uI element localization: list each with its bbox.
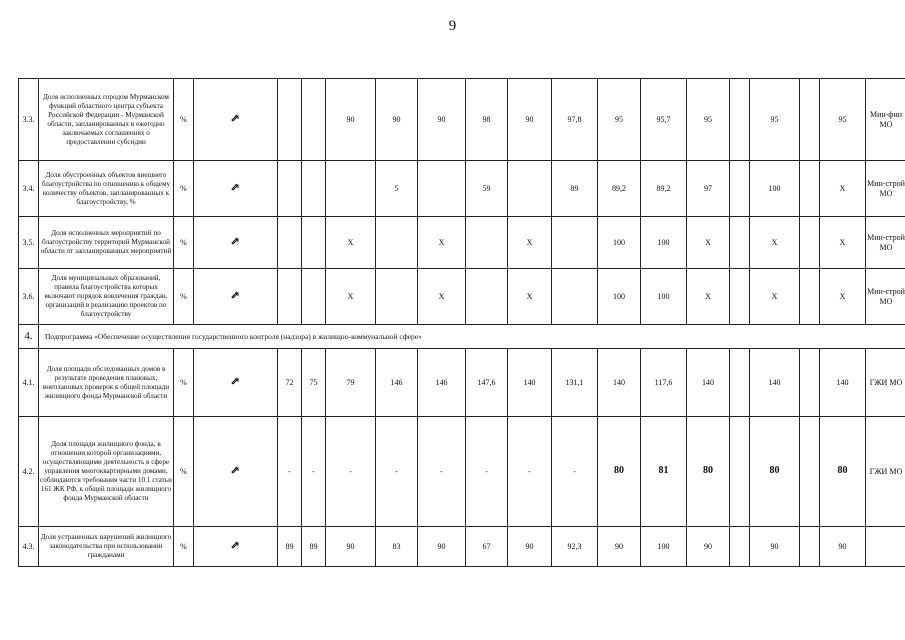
table-row bbox=[19, 269, 905, 325]
value-cell: 81 bbox=[641, 417, 687, 527]
value-cell: 92,3 bbox=[552, 527, 598, 567]
value-cell bbox=[326, 161, 376, 217]
value-cell bbox=[800, 417, 820, 527]
value-cell: 140 bbox=[598, 349, 641, 417]
trend-arrow-icon bbox=[194, 527, 278, 567]
row-number: 4. bbox=[19, 325, 39, 349]
value-cell: 89,2 bbox=[641, 161, 687, 217]
unit-cell: % bbox=[174, 161, 194, 217]
table-row bbox=[19, 161, 905, 217]
value-cell: - bbox=[418, 417, 466, 527]
value-cell: 147,6 bbox=[466, 349, 508, 417]
value-cell: 90 bbox=[508, 527, 552, 567]
value-cell: 89 bbox=[552, 161, 598, 217]
value-cell: 140 bbox=[687, 349, 730, 417]
unit-cell: % bbox=[174, 217, 194, 269]
responsible-cell: Мин-строй МО bbox=[866, 217, 905, 269]
value-cell: 90 bbox=[418, 79, 466, 161]
value-cell: Х bbox=[418, 269, 466, 325]
value-cell: 98 bbox=[466, 79, 508, 161]
row-number: 3.3. bbox=[19, 79, 39, 161]
indicator-description: Доля исполненных мероприятий по благоустройству территорий Мурманской области от запланированных мероприятий bbox=[39, 217, 174, 269]
value-cell bbox=[552, 269, 598, 325]
indicators-table bbox=[18, 78, 905, 567]
unit-cell: % bbox=[174, 417, 194, 527]
value-cell: 97,8 bbox=[552, 79, 598, 161]
value-cell: 100 bbox=[750, 161, 800, 217]
value-cell: 89 bbox=[278, 527, 302, 567]
value-cell bbox=[376, 217, 418, 269]
value-cell bbox=[302, 217, 326, 269]
value-cell bbox=[418, 161, 466, 217]
value-cell bbox=[466, 269, 508, 325]
value-cell: Х bbox=[750, 217, 800, 269]
trend-arrow-icon bbox=[194, 79, 278, 161]
value-cell bbox=[800, 349, 820, 417]
value-cell: 100 bbox=[598, 269, 641, 325]
unit-cell: % bbox=[174, 79, 194, 161]
unit-cell: % bbox=[174, 527, 194, 567]
value-cell: 80 bbox=[598, 417, 641, 527]
value-cell bbox=[730, 349, 750, 417]
value-cell: Х bbox=[820, 217, 866, 269]
value-cell: 90 bbox=[508, 79, 552, 161]
value-cell bbox=[508, 161, 552, 217]
trend-arrow-icon bbox=[194, 349, 278, 417]
value-cell: 90 bbox=[687, 527, 730, 567]
value-cell bbox=[730, 161, 750, 217]
value-cell: Х bbox=[326, 217, 376, 269]
value-cell: Х bbox=[820, 161, 866, 217]
value-cell bbox=[376, 269, 418, 325]
value-cell: 100 bbox=[641, 527, 687, 567]
value-cell: 95 bbox=[750, 79, 800, 161]
indicator-description: Доля площади обследованных домов в результате проведения плановых, внеплановых проверок к общей площади жилищного фонда Мурманской области bbox=[39, 349, 174, 417]
value-cell: 80 bbox=[820, 417, 866, 527]
value-cell bbox=[278, 217, 302, 269]
value-cell bbox=[278, 269, 302, 325]
value-cell bbox=[800, 161, 820, 217]
row-number: 4.2. bbox=[19, 417, 39, 527]
value-cell: Х bbox=[508, 217, 552, 269]
value-cell: 59 bbox=[466, 161, 508, 217]
trend-arrow-icon bbox=[194, 417, 278, 527]
value-cell bbox=[302, 161, 326, 217]
value-cell: 80 bbox=[750, 417, 800, 527]
value-cell bbox=[730, 417, 750, 527]
subprogram-title: Подпрограмма «Обеспечение осуществления государственного контроля (надзора) в жилищно-коммунальной сфере» bbox=[39, 325, 905, 349]
value-cell: 100 bbox=[598, 217, 641, 269]
value-cell: Х bbox=[687, 217, 730, 269]
value-cell: 89,2 bbox=[598, 161, 641, 217]
value-cell: - bbox=[508, 417, 552, 527]
value-cell bbox=[800, 217, 820, 269]
value-cell: 89 bbox=[302, 527, 326, 567]
value-cell bbox=[302, 269, 326, 325]
value-cell: 90 bbox=[598, 527, 641, 567]
row-number: 4.1. bbox=[19, 349, 39, 417]
value-cell: 100 bbox=[641, 269, 687, 325]
value-cell bbox=[278, 161, 302, 217]
value-cell: 90 bbox=[326, 527, 376, 567]
value-cell: - bbox=[278, 417, 302, 527]
value-cell: - bbox=[466, 417, 508, 527]
value-cell: 90 bbox=[376, 79, 418, 161]
value-cell: Х bbox=[750, 269, 800, 325]
value-cell: 79 bbox=[326, 349, 376, 417]
value-cell: 146 bbox=[418, 349, 466, 417]
responsible-cell bbox=[866, 527, 905, 567]
value-cell: Х bbox=[326, 269, 376, 325]
value-cell bbox=[466, 217, 508, 269]
value-cell: 67 bbox=[466, 527, 508, 567]
value-cell: 117,6 bbox=[641, 349, 687, 417]
table-row bbox=[19, 325, 905, 349]
unit-cell: % bbox=[174, 269, 194, 325]
table-row bbox=[19, 79, 905, 161]
value-cell: 5 bbox=[376, 161, 418, 217]
table-row bbox=[19, 527, 905, 567]
value-cell: - bbox=[376, 417, 418, 527]
value-cell: 100 bbox=[641, 217, 687, 269]
value-cell bbox=[730, 527, 750, 567]
value-cell: 140 bbox=[750, 349, 800, 417]
value-cell: 95 bbox=[687, 79, 730, 161]
responsible-cell: ГЖИ МО bbox=[866, 417, 905, 527]
value-cell: 72 bbox=[278, 349, 302, 417]
indicator-description: Доля муниципальных образований, правила благоустройства которых включают порядок вовлечения граждан, организаций в реализацию проектов по благоустройству bbox=[39, 269, 174, 325]
value-cell: Х bbox=[820, 269, 866, 325]
indicator-description: Доля устраненных нарушений жилищного законодательства при использовании гражданами bbox=[39, 527, 174, 567]
responsible-cell: Мин-фин МО bbox=[866, 79, 905, 161]
trend-arrow-icon bbox=[194, 217, 278, 269]
trend-arrow-icon bbox=[194, 161, 278, 217]
value-cell: 95,7 bbox=[641, 79, 687, 161]
value-cell: 90 bbox=[418, 527, 466, 567]
value-cell: 90 bbox=[820, 527, 866, 567]
table-row bbox=[19, 417, 905, 527]
value-cell bbox=[800, 79, 820, 161]
trend-arrow-icon bbox=[194, 269, 278, 325]
value-cell: 83 bbox=[376, 527, 418, 567]
value-cell bbox=[552, 217, 598, 269]
indicator-description: Доля площади жилищного фонда, в отношении которой организациями, осуществляющими деятельность в сфере управления многоквартирными домами, соблюдаются требования части 10.1 статьи 161 ЖК РФ, к общей площади жилищного фонда Мурманской области bbox=[39, 417, 174, 527]
value-cell bbox=[800, 269, 820, 325]
value-cell: Х bbox=[508, 269, 552, 325]
page-number: 9 bbox=[448, 18, 457, 34]
value-cell: 80 bbox=[687, 417, 730, 527]
value-cell: 90 bbox=[326, 79, 376, 161]
responsible-cell: Мин-строй МО bbox=[866, 161, 905, 217]
value-cell: - bbox=[552, 417, 598, 527]
row-number: 3.6. bbox=[19, 269, 39, 325]
unit-cell: % bbox=[174, 349, 194, 417]
value-cell: 140 bbox=[820, 349, 866, 417]
row-number: 3.5. bbox=[19, 217, 39, 269]
value-cell: 95 bbox=[820, 79, 866, 161]
value-cell: 140 bbox=[508, 349, 552, 417]
value-cell: 75 bbox=[302, 349, 326, 417]
value-cell bbox=[800, 527, 820, 567]
table-row bbox=[19, 349, 905, 417]
value-cell bbox=[302, 79, 326, 161]
value-cell: 95 bbox=[598, 79, 641, 161]
indicator-description: Доля обустроенных объектов внешнего благоустройства по отношению к общему количеству объектов, запланированных к благоустройству, % bbox=[39, 161, 174, 217]
indicator-description: Доля исполненных городом Мурманском функций областного центра субъекта Российской Федерации - Мурманской области, запланированных в ежегодно заключаемых соглашениях о предоставлении субсидии bbox=[39, 79, 174, 161]
table-row bbox=[19, 217, 905, 269]
row-number: 4.3. bbox=[19, 527, 39, 567]
value-cell: 131,1 bbox=[552, 349, 598, 417]
value-cell: - bbox=[326, 417, 376, 527]
value-cell: 90 bbox=[750, 527, 800, 567]
value-cell: - bbox=[302, 417, 326, 527]
value-cell bbox=[278, 79, 302, 161]
value-cell: Х bbox=[418, 217, 466, 269]
value-cell: 146 bbox=[376, 349, 418, 417]
value-cell: Х bbox=[687, 269, 730, 325]
responsible-cell: ГЖИ МО bbox=[866, 349, 905, 417]
responsible-cell: Мин-строй МО bbox=[866, 269, 905, 325]
value-cell bbox=[730, 269, 750, 325]
value-cell bbox=[730, 79, 750, 161]
value-cell: 97 bbox=[687, 161, 730, 217]
value-cell bbox=[730, 217, 750, 269]
row-number: 3.4. bbox=[19, 161, 39, 217]
